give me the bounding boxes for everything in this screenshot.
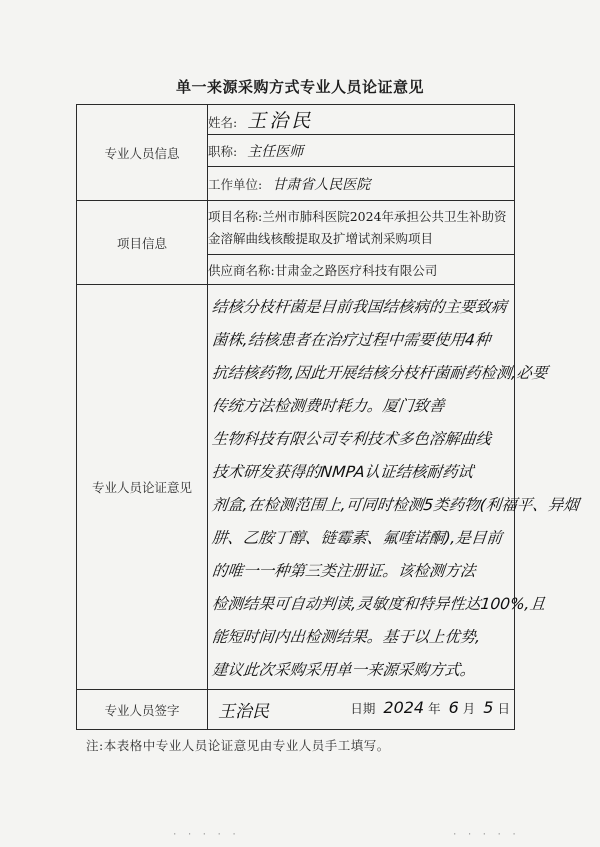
opinion-line: 生物科技有限公司专利技术多色溶解曲线 — [211, 430, 493, 448]
opinion-line: 检测结果可自动判读,灵敏度和特异性达100%,且 — [211, 595, 547, 613]
footnote: 注:本表格中专业人员论证意见由专业人员手工填写。 — [86, 738, 390, 753]
opinion-line: 抗结核药物,因此开展结核分枝杆菌耐药检测,必要 — [211, 364, 549, 382]
date-month-unit: 月 — [462, 701, 476, 716]
page-title: 单一来源采购方式专业人员论证意见 — [175, 78, 424, 96]
project-name-label: 项目名称: — [208, 208, 263, 224]
supplier-label: 供应商名称: — [208, 262, 275, 278]
signature-label: 专业人员签字 — [77, 690, 208, 730]
workplace-label: 工作单位: — [208, 176, 263, 192]
opinion-line: 能短时间内出检测结果。基于以上优势, — [211, 628, 482, 646]
name-value: 王治民 — [247, 110, 314, 132]
position-value: 主任医师 — [247, 143, 304, 160]
opinion-label: 专业人员论证意见 — [77, 285, 208, 690]
opinion-line: 结核分枝杆菌是目前我国结核病的主要致病 — [211, 298, 508, 316]
opinion-line: 菌株,结核患者在治疗过程中需要使用4种 — [211, 331, 492, 349]
expert-workplace-field — [208, 167, 515, 201]
date-day-unit: 日 — [497, 701, 510, 716]
opinion-row — [77, 285, 515, 690]
date-day: 5 — [483, 698, 494, 717]
expert-name-field — [208, 105, 515, 135]
date-field — [350, 698, 510, 717]
date-year-unit: 年 — [428, 701, 441, 716]
opinion-line: 肼、乙胺丁醇、链霉素、氟喹诺酮),是目前 — [211, 529, 503, 547]
project-name-field — [208, 201, 515, 255]
expert-name-row — [77, 105, 515, 135]
signature-row — [77, 690, 515, 730]
date-label: 日期 — [350, 701, 376, 716]
date-month: 6 — [448, 698, 459, 717]
workplace-value: 甘肃省人民医院 — [272, 176, 371, 193]
date-year: 2024 — [383, 698, 425, 717]
argument-form-table — [76, 104, 580, 730]
opinion-line: 建议此次采购采用单一来源采购方式。 — [211, 661, 477, 679]
signature-field — [208, 690, 515, 730]
expert-position-field — [208, 135, 515, 167]
expert-info-label: 专业人员信息 — [77, 105, 208, 201]
footer-dots-left: · · · · · — [172, 830, 239, 840]
opinion-line: 传统方法检测费时耗力。厦门致善 — [211, 397, 446, 415]
project-name-row — [77, 201, 515, 255]
project-info-label: 项目信息 — [77, 201, 208, 285]
opinion-line: 的唯一一种第三类注册证。该检测方法 — [211, 562, 477, 580]
opinion-line: 技术研发获得的NMPA认证结核耐药试 — [211, 463, 475, 481]
supplier-value: 甘肃金之路医疗科技有限公司 — [274, 262, 438, 278]
footer-dots-right: · · · · · — [452, 830, 519, 840]
signature-value: 王治民 — [218, 702, 269, 722]
opinion-handwriting — [208, 285, 580, 690]
position-label: 职称: — [208, 143, 238, 159]
name-label: 姓名: — [208, 115, 238, 130]
project-name-value: 兰州市肺科医院2024年承担公共卫生补助资金溶解曲线核酸提取及扩增试剂采购项目 — [208, 208, 507, 246]
supplier-field — [208, 255, 515, 285]
opinion-line: 剂盒,在检测范围上,可同时检测5类药物(利福平、异烟 — [211, 496, 580, 514]
